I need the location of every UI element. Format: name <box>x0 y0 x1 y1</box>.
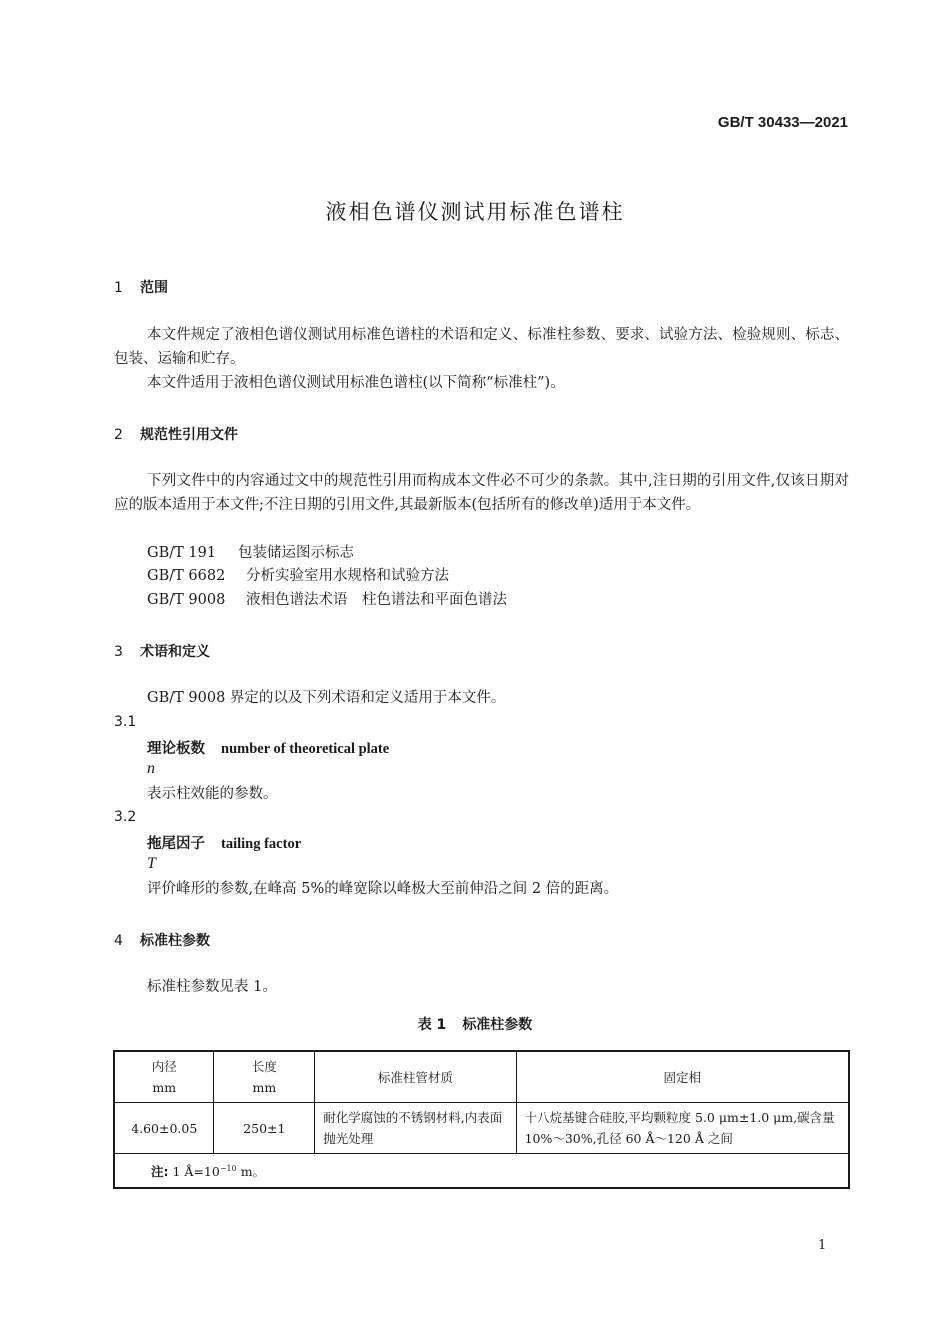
note-exponent: −10 <box>219 1164 237 1173</box>
cell-material: 耐化学腐蚀的不锈钢材料,内表面抛光处理 <box>315 1103 516 1154</box>
header-material: 标准柱管材质 <box>315 1051 516 1103</box>
section-number: 3 <box>114 644 123 660</box>
reference-code: GB/T 6682 <box>147 568 226 584</box>
term-zh: 理论板数 <box>147 741 205 757</box>
cell-length: 250±1 <box>214 1103 315 1154</box>
header-length <box>214 1051 315 1103</box>
standard-code: GB/T 30433—2021 <box>717 114 848 131</box>
header-unit: mm <box>152 1080 177 1095</box>
reference-title: 液相色谱法术语 柱色谱法和平面色谱法 <box>246 592 507 608</box>
section-number: 4 <box>114 933 123 949</box>
section-1-paragraph-2: 本文件适用于液相色谱仪测试用标准色谱柱(以下简称“标准柱”)。 <box>147 375 565 391</box>
term-number: 3.2 <box>114 809 137 825</box>
section-number: 1 <box>114 280 123 296</box>
note-value: 1 Å=10 <box>172 1164 220 1180</box>
term-zh: 拖尾因子 <box>147 836 205 852</box>
table-header-row <box>114 1051 849 1103</box>
cell-stationary-phase: 十八烷基键合硅胶,平均颗粒度 5.0 μm±1.0 μm,碳含量 10%～30%,孔径 60 Å～120 Å 之间 <box>516 1103 849 1154</box>
header-label: 长度 <box>251 1059 277 1074</box>
section-title: 范围 <box>140 280 168 296</box>
term-symbol: n <box>147 760 155 777</box>
section-2-heading <box>114 424 238 444</box>
header-label: 内径 <box>151 1059 177 1074</box>
section-2-paragraph-1: 下列文件中的内容通过文中的规范性引用而构成本文件必不可少的条款。其中,注日期的引用文件,仅该日期对应的版本适用于本文件;不注日期的引用文件,其最新版本(包括所有的修改单)适用于本文件。 <box>114 473 849 513</box>
section-title: 术语和定义 <box>140 644 210 660</box>
section-1-heading <box>114 277 168 297</box>
reference-item <box>147 564 449 588</box>
section-title: 规范性引用文件 <box>140 427 238 443</box>
table-note <box>114 1154 849 1189</box>
document-title: 液相色谱仪测试用标准色谱柱 <box>325 200 625 224</box>
table-row <box>114 1103 849 1154</box>
term-definition: 评价峰形的参数,在峰高 5%的峰宽除以峰极大至前伸沿之间 2 倍的距离。 <box>147 881 619 897</box>
page-number: 1 <box>818 1238 827 1253</box>
table-label: 表 1 <box>417 1017 447 1033</box>
reference-item <box>147 588 507 612</box>
cell-inner-diameter: 4.60±0.05 <box>114 1103 214 1154</box>
reference-code: GB/T 191 <box>147 545 217 561</box>
section-title: 标准柱参数 <box>140 933 210 949</box>
table-caption <box>0 1014 950 1034</box>
reference-item <box>147 541 354 565</box>
table-note-row <box>114 1154 849 1189</box>
parameters-table <box>113 1050 850 1189</box>
term-symbol: T <box>147 855 156 872</box>
term-en: number of theoretical plate <box>221 741 390 757</box>
reference-title: 分析实验室用水规格和试验方法 <box>246 568 449 584</box>
note-unit: m。 <box>236 1164 266 1180</box>
term-definition: 表示柱效能的参数。 <box>147 786 278 802</box>
term-entry <box>147 737 389 758</box>
reference-code: GB/T 9008 <box>147 592 226 608</box>
section-3-heading <box>114 641 210 661</box>
term-entry <box>147 832 301 853</box>
section-4-heading <box>114 930 210 950</box>
section-number: 2 <box>114 427 123 443</box>
header-unit: mm <box>252 1080 277 1095</box>
term-number: 3.1 <box>114 714 137 730</box>
header-stationary-phase: 固定相 <box>516 1051 849 1103</box>
table-title: 标准柱参数 <box>462 1017 533 1033</box>
header-inner-diameter <box>114 1051 214 1103</box>
section-3-paragraph-1: GB/T 9008 界定的以及下列术语和定义适用于本文件。 <box>147 690 506 706</box>
section-1-paragraph-1: 本文件规定了液相色谱仪测试用标准色谱柱的术语和定义、标准柱参数、要求、试验方法、检验规则、标志、包装、运输和贮存。 <box>114 327 849 367</box>
term-en: tailing factor <box>221 836 302 852</box>
note-label: 注: <box>151 1164 169 1180</box>
reference-title: 包装储运图示标志 <box>238 545 354 561</box>
section-4-paragraph-1: 标准柱参数见表 1。 <box>147 979 277 995</box>
